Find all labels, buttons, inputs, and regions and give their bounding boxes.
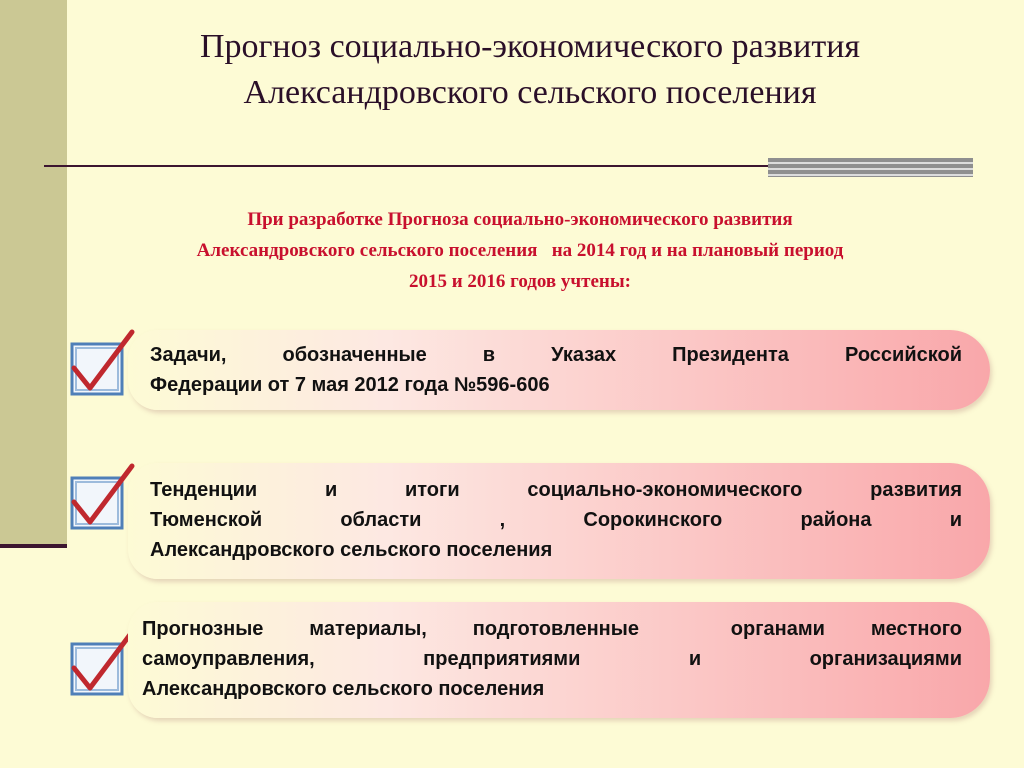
item-1-line-1: Задачи, обозначенные в Указах Президента Российской	[150, 344, 962, 366]
item-text-3	[142, 614, 962, 704]
item-3-line-3: Александровского сельского поселения	[142, 678, 545, 700]
title-line-1: Прогноз социально-экономического развития	[199, 28, 861, 65]
intro-line-3: 2015 и 2016 годов учтены:	[408, 271, 632, 292]
item-3-line-1: Прогнозные материалы, подготовленные органами местного	[142, 618, 962, 640]
intro-line-1: При разработке Прогноза социально-экономического развития	[247, 209, 793, 230]
intro-line-2: Александровского сельского поселения на 2014 год и на плановый период	[196, 240, 844, 261]
item-2-line-3: Александровского сельского поселения	[150, 539, 553, 561]
item-card-3	[128, 602, 990, 718]
item-1-line-2: Федерации от 7 мая 2012 года №596-606	[150, 374, 550, 396]
page-title	[80, 24, 980, 116]
item-card-2	[128, 463, 990, 579]
title-line-2: Александровского сельского поселения	[243, 74, 817, 111]
item-2-line-1: Тенденции и итоги социально-экономического развития	[150, 479, 962, 501]
side-rule	[0, 544, 67, 548]
side-band	[0, 0, 67, 548]
item-3-line-2: самоуправления, предприятиями и организациями	[142, 648, 962, 670]
item-text-2	[150, 475, 962, 565]
item-2-line-2: Тюменской области , Сорокинского района и	[150, 509, 962, 531]
item-text-1	[150, 340, 962, 400]
title-divider-accent	[768, 158, 973, 177]
intro-text	[70, 204, 970, 297]
item-card-1	[128, 330, 990, 410]
